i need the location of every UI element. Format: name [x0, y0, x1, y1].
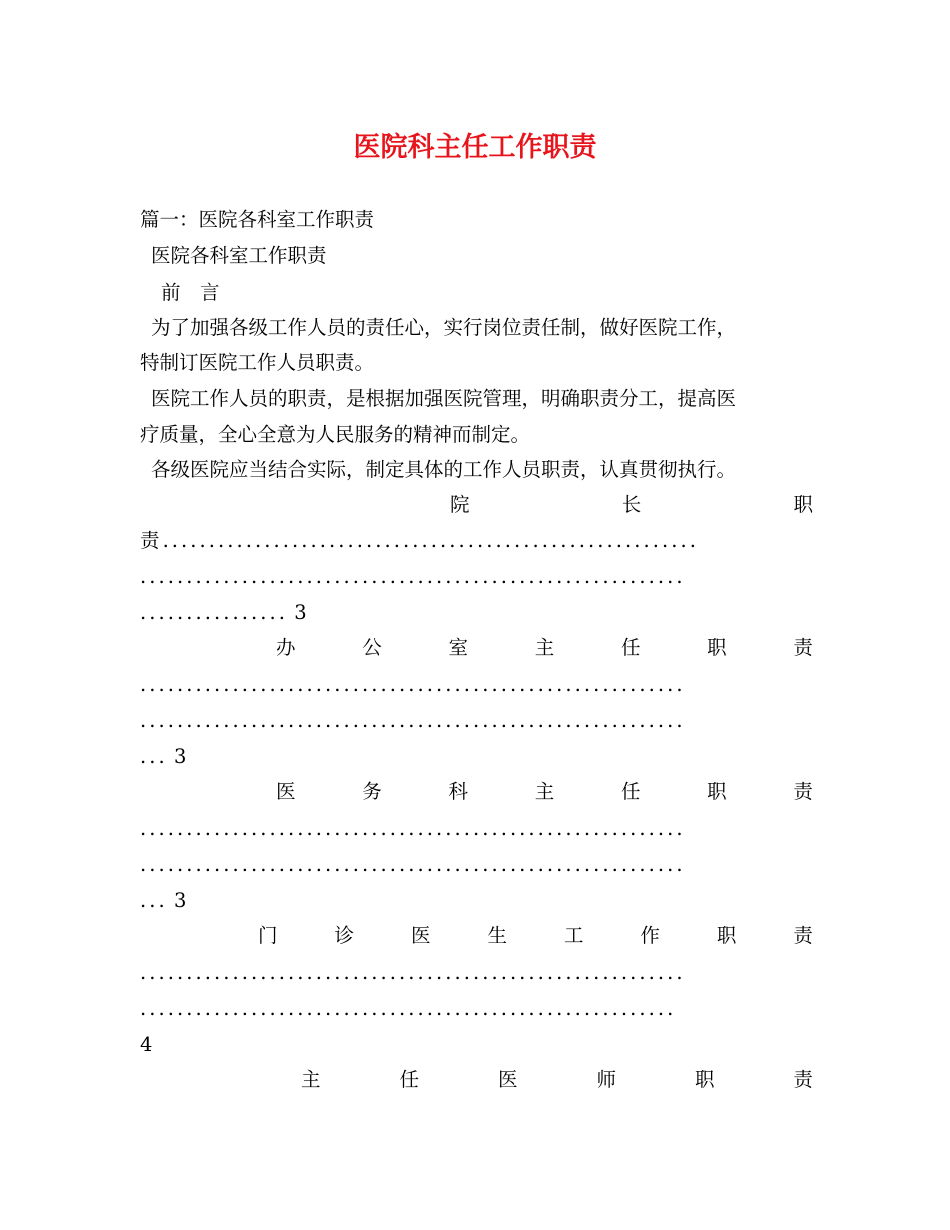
toc-entry-1-leader-3 — [140, 600, 813, 626]
toc-char: 作 — [640, 924, 660, 947]
toc-char: 主 — [534, 780, 555, 803]
toc-entry-3-leader-2: ........................................................... — [140, 853, 686, 876]
toc-char: 责 — [793, 924, 813, 947]
toc-char: 诊 — [334, 924, 354, 947]
toc-entry-3-title — [276, 779, 813, 805]
toc-char: 主 — [301, 1068, 321, 1091]
paragraph-3: 各级医院应当结合实际，制定具体的工作人员职责，认真贯彻执行。 — [151, 458, 737, 481]
toc-entry-1-leader-1 — [140, 528, 813, 554]
toc-char: 务 — [362, 780, 382, 803]
toc-char: 工 — [563, 924, 584, 947]
toc-entry-3-leader-3 — [140, 888, 813, 914]
toc-char: 职 — [716, 924, 737, 947]
dot-leader: ... — [140, 745, 168, 768]
toc-char: 职 — [694, 1068, 715, 1091]
toc-entry-3-leader-1: ........................................................... — [140, 817, 686, 840]
toc-char: 任 — [399, 1068, 419, 1091]
toc-char: 责 — [140, 529, 163, 552]
toc-entry-2-leader-2: ........................................................... — [140, 709, 686, 732]
toc-entry-4-title — [258, 923, 813, 949]
toc-page-number: 3 — [173, 745, 187, 768]
dot-leader: ... — [140, 889, 168, 912]
toc-char: 生 — [487, 924, 507, 947]
paragraph-1-line-2: 特制订医院工作人员职责。 — [140, 351, 375, 374]
toc-char: 主 — [534, 636, 555, 659]
toc-char: 公 — [362, 636, 382, 659]
toc-entry-4-leader-2: .......................................................... — [140, 997, 677, 1020]
section-heading: 篇一：医院各科室工作职责 — [140, 208, 375, 231]
toc-entry-1-leader-2: ........................................................... — [140, 565, 686, 588]
toc-char: 任 — [620, 780, 641, 803]
toc-entry-4-leader-1: ........................................................... — [140, 961, 686, 984]
toc-char: 师 — [596, 1068, 616, 1091]
toc-entry-1-title — [450, 492, 813, 518]
toc-char: 任 — [620, 636, 641, 659]
section-subheading: 医院各科室工作职责 — [151, 244, 327, 267]
toc-entry-2-leader-3 — [140, 744, 813, 770]
toc-char: 门 — [258, 924, 278, 947]
toc-char: 医 — [410, 924, 431, 947]
toc-entry-4-page-number: 4 — [140, 1033, 153, 1056]
dot-leader: ................ — [140, 601, 288, 624]
toc-char: 科 — [448, 780, 468, 803]
dot-leader: .......................................................... — [162, 529, 699, 552]
toc-char: 职 — [793, 493, 813, 516]
toc-char: 职 — [707, 780, 727, 803]
toc-entry-5-title — [301, 1067, 813, 1093]
toc-char: 院 — [450, 493, 470, 516]
paragraph-2-line-2: 疗质量，全心全意为人民服务的精神而制定。 — [140, 423, 531, 446]
toc-char: 职 — [707, 636, 727, 659]
toc-char: 长 — [621, 493, 642, 516]
toc-char: 责 — [793, 780, 813, 803]
paragraph-2-line-1: 医院工作人员的职责，是根据加强医院管理，明确职责分工，提高医 — [151, 387, 737, 410]
document-title: 医院科主任工作职责 — [353, 132, 597, 163]
toc-char: 责 — [793, 1068, 813, 1091]
preface-label: 前 言 — [161, 281, 220, 304]
toc-entry-2-leader-1: ........................................................... — [140, 673, 686, 696]
toc-char: 办 — [276, 636, 296, 659]
toc-page-number: 3 — [294, 601, 307, 624]
toc-char: 医 — [276, 780, 296, 803]
toc-entry-2-title — [276, 635, 813, 661]
toc-page-number: 3 — [173, 889, 187, 912]
paragraph-1-line-1: 为了加强各级工作人员的责任心，实行岗位责任制，做好医院工作， — [151, 316, 737, 339]
toc-char: 医 — [497, 1068, 518, 1091]
toc-char: 责 — [793, 636, 813, 659]
toc-char: 室 — [448, 636, 468, 659]
